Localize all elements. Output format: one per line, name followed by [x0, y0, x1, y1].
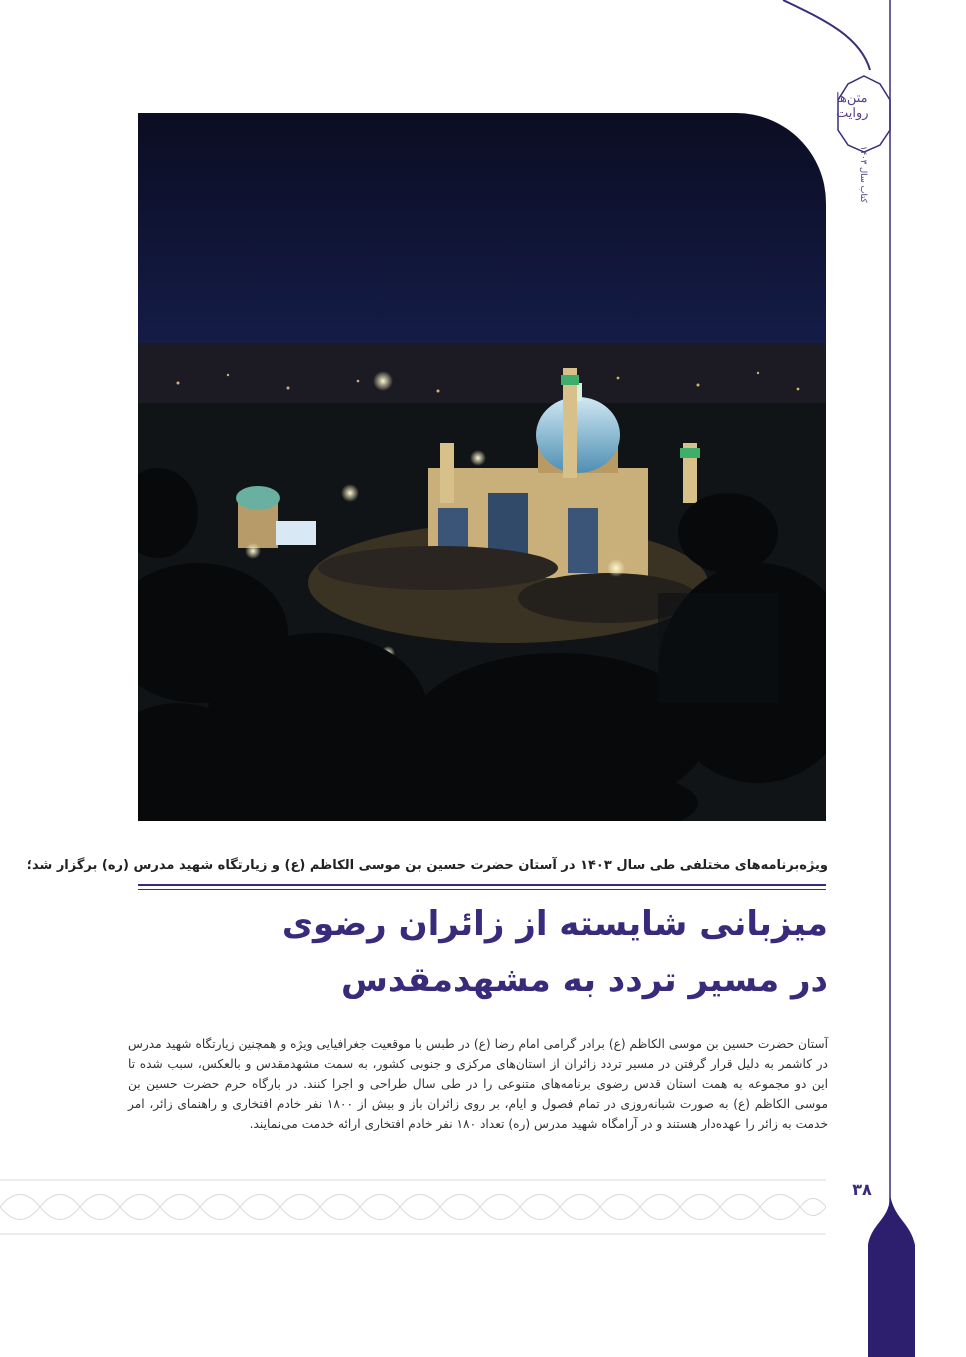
article-paragraph: آستان حضرت حسین بن موسی الکاظم (ع) برادر گرامی امام رضا (ع) در طبس با موقعیت جغرافیایی ویژه و همچنین زیارتگاه شهید مدرس در کاشمر به دلیل قرار گرفتن در مسیر تردد زائران از استان‌های مرکزی و جنوبی کشور، به سمت مشهدمقدس و بالعکس، سبب شده تا این دو مجموعه به همت استان قدس رضوی برنامه‌های متنوعی را در طی سال طراحی و اجرا کنند. در بارگاه حرم حضرت حسین بن موسی الکاظم (ع) به صورت شبانه‌روزی در تمام فصول و ایام، بر روی زائران باز و بیش از ۱۸۰۰ نفر خادم افتخاری و راهنمای زائر، امر خدمت به زائر را عهده‌دار هستند و در آرامگاه شهید مدرس (ره) تعداد ۱۸۰ نفر خادم افتخاری ارائه خدمت می‌نمایند.: [128, 1037, 828, 1131]
shrine-photo: [138, 113, 826, 821]
page-number: ۳۸: [852, 1179, 872, 1199]
decorative-pattern: [0, 1176, 826, 1238]
logo: متن‌ها روایت: [836, 91, 869, 121]
article-title-line2: در مسیر تردد به مشهدمقدس: [340, 960, 828, 1000]
article-title-line1: میزبانی شایسته از زائران رضوی: [281, 904, 828, 944]
divider-thick: [138, 884, 826, 886]
article-body: [128, 1034, 828, 1134]
book-label: کتاب سال ۱۴۰۳: [858, 146, 868, 203]
divider-thin: [138, 889, 826, 890]
article-subtitle: ویژه‌برنامه‌های مختلفی طی سال ۱۴۰۳ در آستان حضرت حسین بن موسی الکاظم (ع) و زیارتگاه شهید مدرس (ره) برگزار شد؛: [26, 858, 828, 873]
shrine-night-image: [138, 113, 826, 821]
